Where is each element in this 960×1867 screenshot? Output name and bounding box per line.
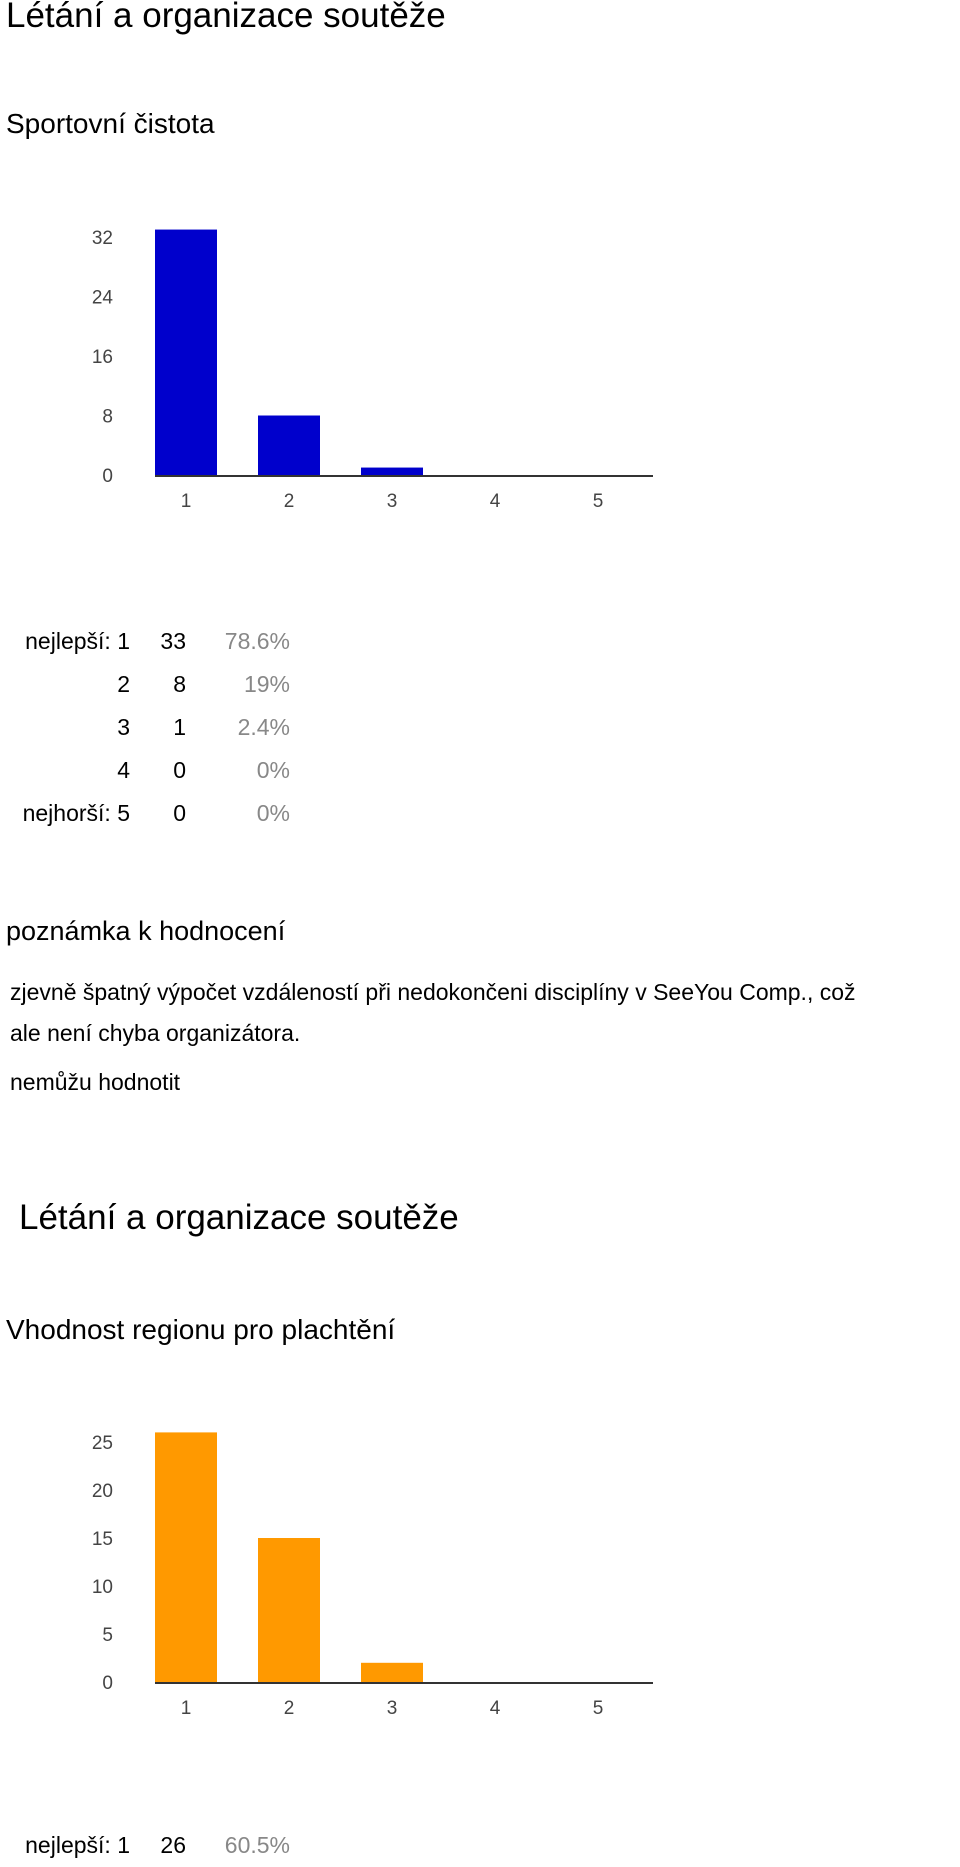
bar xyxy=(361,1663,423,1682)
note-title: poznámka k hodnocení xyxy=(6,916,286,946)
comment-line: ale není chyba organizátora. xyxy=(10,1020,301,1046)
y-tick-label: 8 xyxy=(102,406,113,428)
summary-row xyxy=(0,792,300,835)
summary-percent: 78.6% xyxy=(224,628,290,654)
y-tick-label: 32 xyxy=(91,228,113,249)
summary-percent: 2.4% xyxy=(237,714,290,740)
x-tick-label: 4 xyxy=(489,491,501,512)
x-tick-label: 5 xyxy=(592,491,604,512)
y-tick-label: 24 xyxy=(91,287,113,309)
summary-label: 4 xyxy=(117,757,130,783)
comment-line: zjevně špatný výpočet vzdáleností při nedokončeni disciplíny v SeeYou Comp., což xyxy=(10,979,856,1005)
comment-line: nemůžu hodnotit xyxy=(10,1069,181,1095)
summary-count: 0 xyxy=(173,757,186,783)
summary-percent: 60.5% xyxy=(224,1832,290,1858)
x-tick-label: 1 xyxy=(180,1698,192,1719)
summary-count: 33 xyxy=(160,628,186,654)
summary-count: 8 xyxy=(173,671,186,697)
x-tick-label: 5 xyxy=(592,1698,604,1719)
bar-chart-svg xyxy=(0,1430,660,1732)
summary-row xyxy=(0,620,300,663)
x-tick-label: 3 xyxy=(386,1698,398,1719)
y-tick-label: 25 xyxy=(91,1433,113,1454)
summary-label: 3 xyxy=(117,714,130,740)
summary-row xyxy=(0,749,300,792)
bar-chart xyxy=(0,1430,660,1732)
y-tick-label: 5 xyxy=(102,1625,113,1646)
summary-count: 26 xyxy=(160,1832,186,1858)
bar xyxy=(361,468,423,475)
bar xyxy=(258,416,320,476)
summary-percent: 19% xyxy=(243,671,290,697)
y-tick-label: 0 xyxy=(102,466,113,487)
bar xyxy=(155,230,217,475)
bar-chart-svg xyxy=(0,225,660,525)
summary-label: nejlepší: 1 xyxy=(25,628,130,654)
y-tick-label: 20 xyxy=(91,1481,113,1502)
x-tick-label: 1 xyxy=(180,491,192,512)
y-tick-label: 10 xyxy=(91,1577,113,1598)
summary-row xyxy=(0,663,300,706)
summary-row xyxy=(0,706,300,749)
y-tick-label: 15 xyxy=(91,1529,113,1550)
bar xyxy=(155,1432,217,1682)
summary-count: 1 xyxy=(173,714,186,740)
question-title: Vhodnost regionu pro plachtění xyxy=(6,1314,396,1345)
bar-chart xyxy=(0,225,660,525)
bar xyxy=(258,1538,320,1682)
summary-label: nejlepší: 1 xyxy=(25,1832,130,1858)
x-tick-label: 2 xyxy=(283,1698,295,1719)
section-title: Létání a organizace soutěže xyxy=(6,0,446,35)
section-title: Létání a organizace soutěže xyxy=(19,1198,459,1237)
summary-count: 0 xyxy=(173,800,186,826)
y-tick-label: 0 xyxy=(102,1673,113,1694)
x-tick-label: 2 xyxy=(283,491,295,512)
x-tick-label: 4 xyxy=(489,1698,501,1719)
summary-percent: 0% xyxy=(256,800,290,826)
summary-label: nejhorší: 5 xyxy=(22,800,130,826)
y-tick-label: 16 xyxy=(91,347,113,368)
x-tick-label: 3 xyxy=(386,491,398,512)
summary-row xyxy=(0,1824,300,1867)
question-title: Sportovní čistota xyxy=(6,108,215,139)
summary-label: 2 xyxy=(117,671,130,697)
summary-percent: 0% xyxy=(256,757,290,783)
